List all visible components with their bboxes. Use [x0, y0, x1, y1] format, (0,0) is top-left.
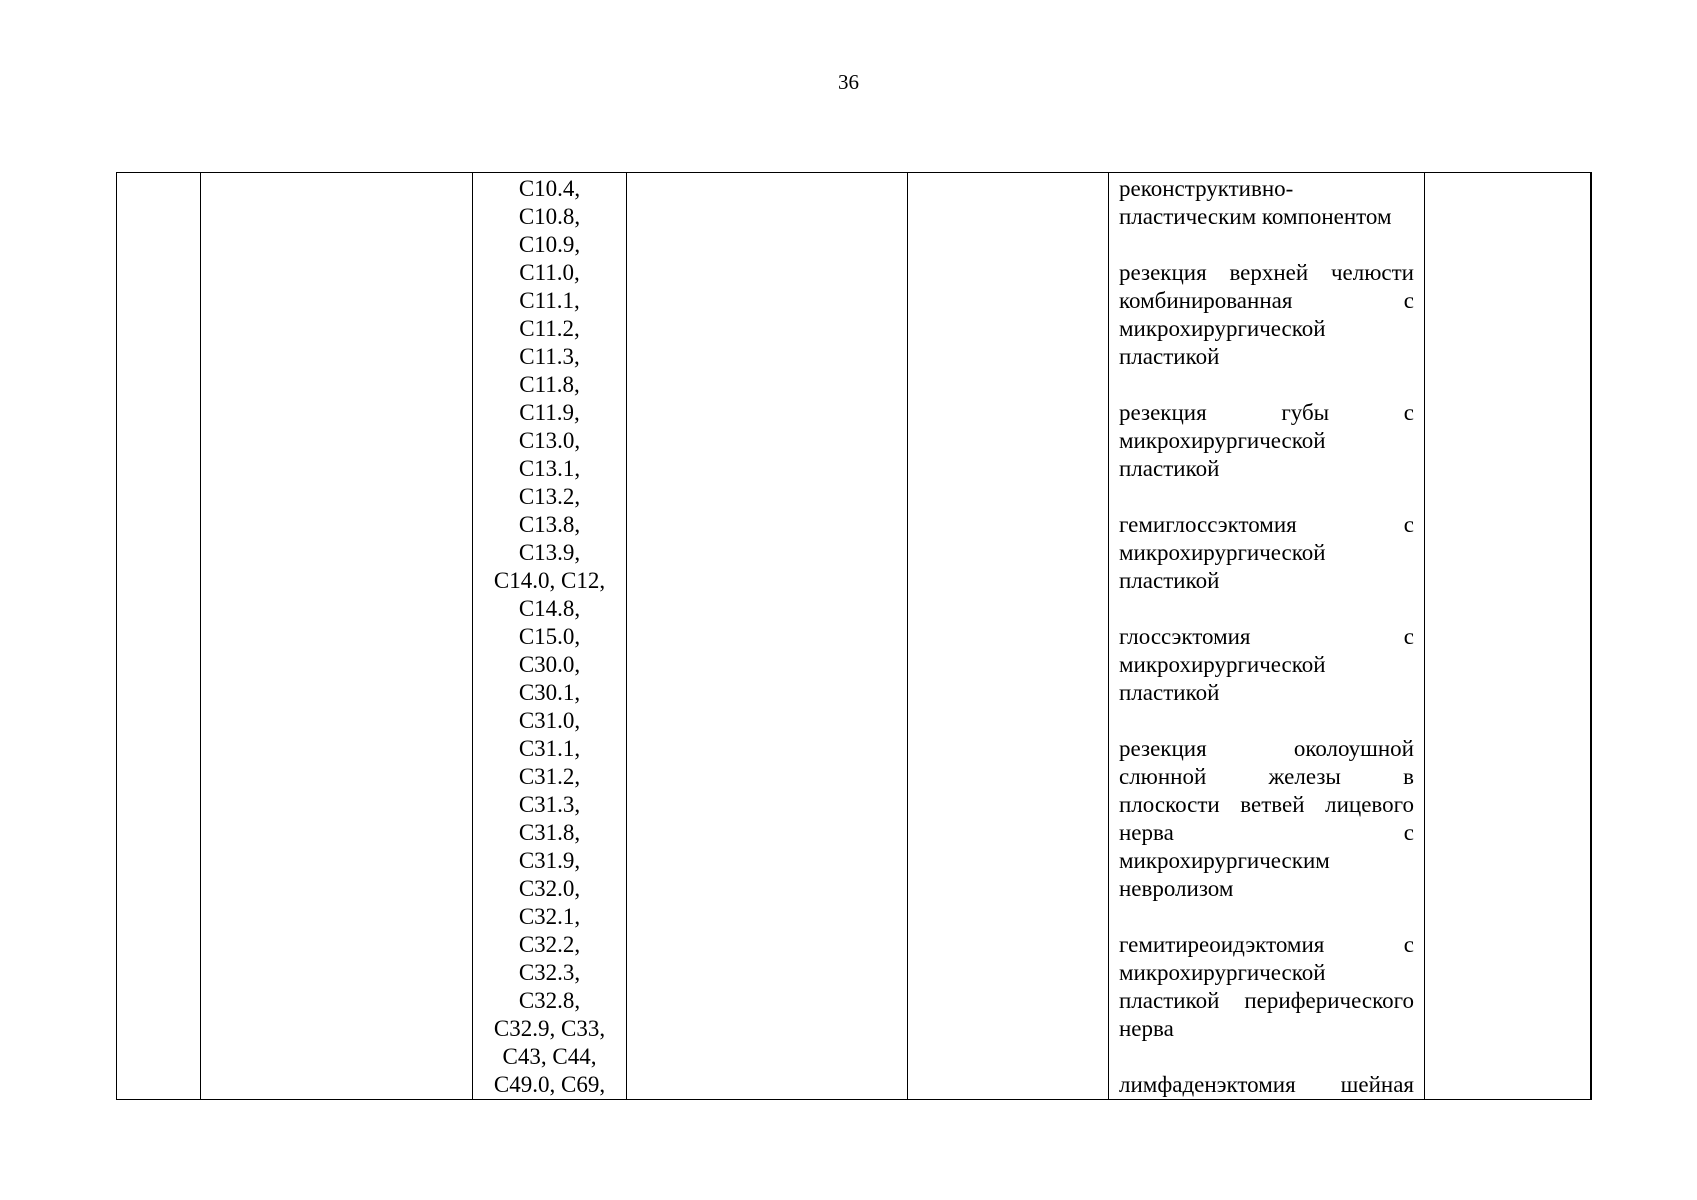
number-cell [117, 173, 201, 1100]
icd-code: C11.9, [519, 400, 580, 425]
icd-codes-list [473, 173, 626, 1099]
icd-code: C49.0, C69, [493, 1072, 606, 1097]
icd-codes-cell [473, 173, 627, 1100]
paragraph-gap [1119, 903, 1414, 931]
op-lip-resection [1119, 399, 1414, 483]
paragraph-gap [1119, 231, 1414, 259]
method-text-line: невролизом [1119, 876, 1234, 901]
method-text-line: слюнной железы в [1119, 764, 1414, 789]
treatment-methods-list [1109, 173, 1424, 1099]
icd-code: C14.0, C12, [493, 568, 606, 593]
icd-code: C32.0, [518, 876, 581, 901]
method-text-line: пластикой [1119, 680, 1220, 705]
page-number: 36 [838, 70, 859, 94]
icd-code: C32.8, [518, 988, 581, 1013]
icd-code: C30.1, [518, 680, 581, 705]
icd-code: C13.2, [518, 484, 581, 509]
icd-code: C30.0, [518, 652, 581, 677]
cost-cell [1425, 173, 1591, 1100]
op-parotid-resection [1119, 735, 1414, 903]
method-text-line: пластическим компонентом [1119, 204, 1392, 229]
op-glossectomy [1119, 623, 1414, 707]
method-text-line: пластикой [1119, 568, 1220, 593]
icd-code: C31.9, [518, 848, 581, 873]
icd-code: C43, C44, [502, 1044, 597, 1069]
icd-code: C13.0, [518, 428, 581, 453]
op-reconstructive-plastic [1119, 175, 1414, 231]
icd-code: C13.9, [518, 540, 581, 565]
op-hemithyroidectomy [1119, 931, 1414, 1043]
method-text-line: резекция верхней челюсти [1119, 260, 1414, 285]
method-text-line: резекция губы с [1119, 400, 1414, 425]
icd-code: C31.2, [518, 764, 581, 789]
op-hemiglossectomy [1119, 511, 1414, 595]
method-text-line: гемитиреоидэктомия с [1119, 932, 1414, 957]
method-text-line: нерва с [1119, 820, 1414, 845]
method-text-line: гемиглоссэктомия с [1119, 512, 1414, 537]
method-text-line: микрохирургической [1119, 428, 1326, 453]
icd-code: C14.8, [518, 596, 581, 621]
method-text-line: глоссэктомия с [1119, 624, 1414, 649]
paragraph-gap [1119, 1043, 1414, 1071]
icd-code: C13.8, [518, 512, 581, 537]
icd-code: C10.4, [518, 176, 581, 201]
icd-code: C10.9, [518, 232, 581, 257]
op-lymphadenectomy [1119, 1071, 1414, 1099]
icd-code: C11.2, [519, 316, 580, 341]
icd-code: C31.1, [518, 736, 581, 761]
paragraph-gap [1119, 707, 1414, 735]
paragraph-gap [1119, 483, 1414, 511]
method-text-line: комбинированная с [1119, 288, 1414, 313]
method-text-line: нерва [1119, 1016, 1174, 1041]
method-text-line: плоскости ветвей лицевого [1119, 792, 1414, 817]
icd-code: C32.9, C33, [493, 1016, 606, 1041]
op-upper-jaw-resection [1119, 259, 1414, 371]
icd-code: C31.0, [518, 708, 581, 733]
paragraph-gap [1119, 595, 1414, 623]
method-text-line: микрохирургическим [1119, 848, 1330, 873]
document-table [116, 172, 1592, 1100]
method-text-line: пластикой [1119, 344, 1220, 369]
method-text-line: микрохирургической [1119, 316, 1326, 341]
icd-code: C11.1, [519, 288, 580, 313]
treatment-methods-cell [1109, 173, 1425, 1100]
method-text-line: реконструктивно- [1119, 176, 1294, 201]
method-text-line: лимфаденэктомия шейная [1119, 1072, 1414, 1097]
icd-code: C32.3, [518, 960, 581, 985]
name-cell [201, 173, 473, 1100]
icd-code: C32.2, [518, 932, 581, 957]
icd-code: C11.0, [519, 260, 580, 285]
icd-code: C11.3, [519, 344, 580, 369]
paragraph-gap [1119, 371, 1414, 399]
icd-code: C13.1, [518, 456, 581, 481]
icd-code: C15.0, [518, 624, 581, 649]
method-text-line: резекция околоушной [1119, 736, 1414, 761]
treatment-type-cell [908, 173, 1109, 1100]
icd-code: C32.1, [518, 904, 581, 929]
icd-code: C10.8, [518, 204, 581, 229]
icd-code: C31.3, [518, 792, 581, 817]
method-text-line: микрохирургической [1119, 540, 1326, 565]
method-text-line: микрохирургической [1119, 652, 1326, 677]
method-text-line: микрохирургической [1119, 960, 1326, 985]
icd-code: C11.8, [519, 372, 580, 397]
method-text-line: пластикой [1119, 456, 1220, 481]
model-cell [627, 173, 908, 1100]
table-row [117, 173, 1591, 1100]
method-text-line: пластикой периферического [1119, 988, 1414, 1013]
icd-code: C31.8, [518, 820, 581, 845]
